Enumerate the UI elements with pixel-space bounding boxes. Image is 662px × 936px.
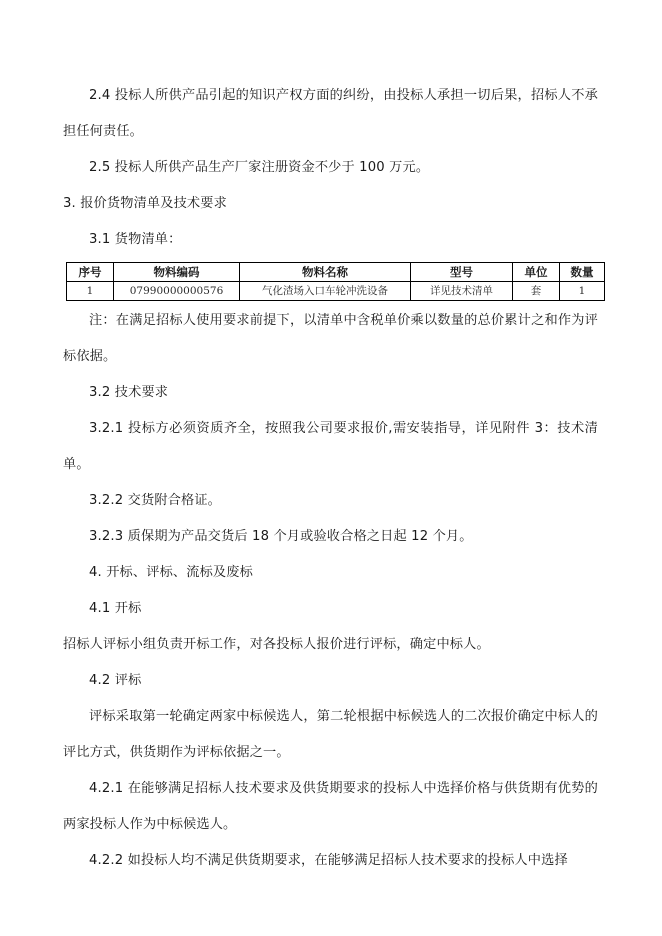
paragraph-3-2-3: 3.2.3 质保期为产品交货后 18 个月或验收合格之日起 12 个月。: [89, 529, 473, 544]
column-header-seq: 序号: [67, 263, 114, 282]
goods-list-table: [66, 262, 605, 301]
goods-list-table-wrapper: [66, 262, 598, 301]
cell-unit: 套: [513, 282, 560, 301]
table-header-row: [67, 263, 605, 282]
paragraph-4-1: 4.1 开标: [89, 601, 142, 616]
column-header-unit: 单位: [513, 263, 560, 282]
paragraph-3-2-2: 3.2.2 交货附合格证。: [89, 493, 222, 508]
paragraph-note: 注：在满足招标人使用要求前提下，以清单中含税单价乘以数量的总价累计之和作为评标依据。: [63, 313, 598, 364]
cell-qty: 1: [560, 282, 605, 301]
heading-3: 3. 报价货物清单及技术要求: [63, 196, 227, 211]
cell-model: 详见技术清单: [411, 282, 513, 301]
document-body: [63, 78, 598, 879]
paragraph-3-2-1: 3.2.1 投标方必须资质齐全，按照我公司要求报价,需安装指导，详见附件 3：技术清单。: [63, 421, 598, 472]
column-header-name: 物料名称: [240, 263, 411, 282]
cell-seq: 1: [67, 282, 114, 301]
paragraph-4-2: 4.2 评标: [89, 673, 142, 688]
paragraph-4-2-1: 4.2.1 在能够满足招标人技术要求及供货期要求的投标人中选择价格与供货期有优势的两家投标人作为中标候选人。: [63, 781, 598, 832]
paragraph-2-5: 2.5 投标人所供产品生产厂家注册资金不少于 100 万元。: [89, 160, 430, 175]
paragraph-3-2: 3.2 技术要求: [89, 385, 169, 400]
paragraph-4-2-body: 评标采取第一轮确定两家中标候选人，第二轮根据中标候选人的二次报价确定中标人的评比方式，供货期作为评标依据之一。: [63, 709, 598, 760]
column-header-model: 型号: [411, 263, 513, 282]
paragraph-3-1: 3.1 货物清单：: [89, 232, 182, 247]
column-header-code: 物料编码: [114, 263, 240, 282]
table-row: [67, 282, 605, 301]
cell-code: 07990000000576: [114, 282, 240, 301]
paragraph-4-2-2: 4.2.2 如投标人均不满足供货期要求，在能够满足招标人技术要求的投标人中选择: [89, 853, 568, 868]
heading-4: 4. 开标、评标、流标及废标: [89, 565, 253, 580]
cell-name: 气化渣场入口车轮冲洗设备: [240, 282, 411, 301]
column-header-qty: 数量: [560, 263, 605, 282]
paragraph-2-4: 2.4 投标人所供产品引起的知识产权方面的纠纷，由投标人承担一切后果，招标人不承担任何责任。: [63, 88, 598, 139]
paragraph-4-1-body: 招标人评标小组负责开标工作，对各投标人报价进行评标，确定中标人。: [63, 637, 490, 652]
